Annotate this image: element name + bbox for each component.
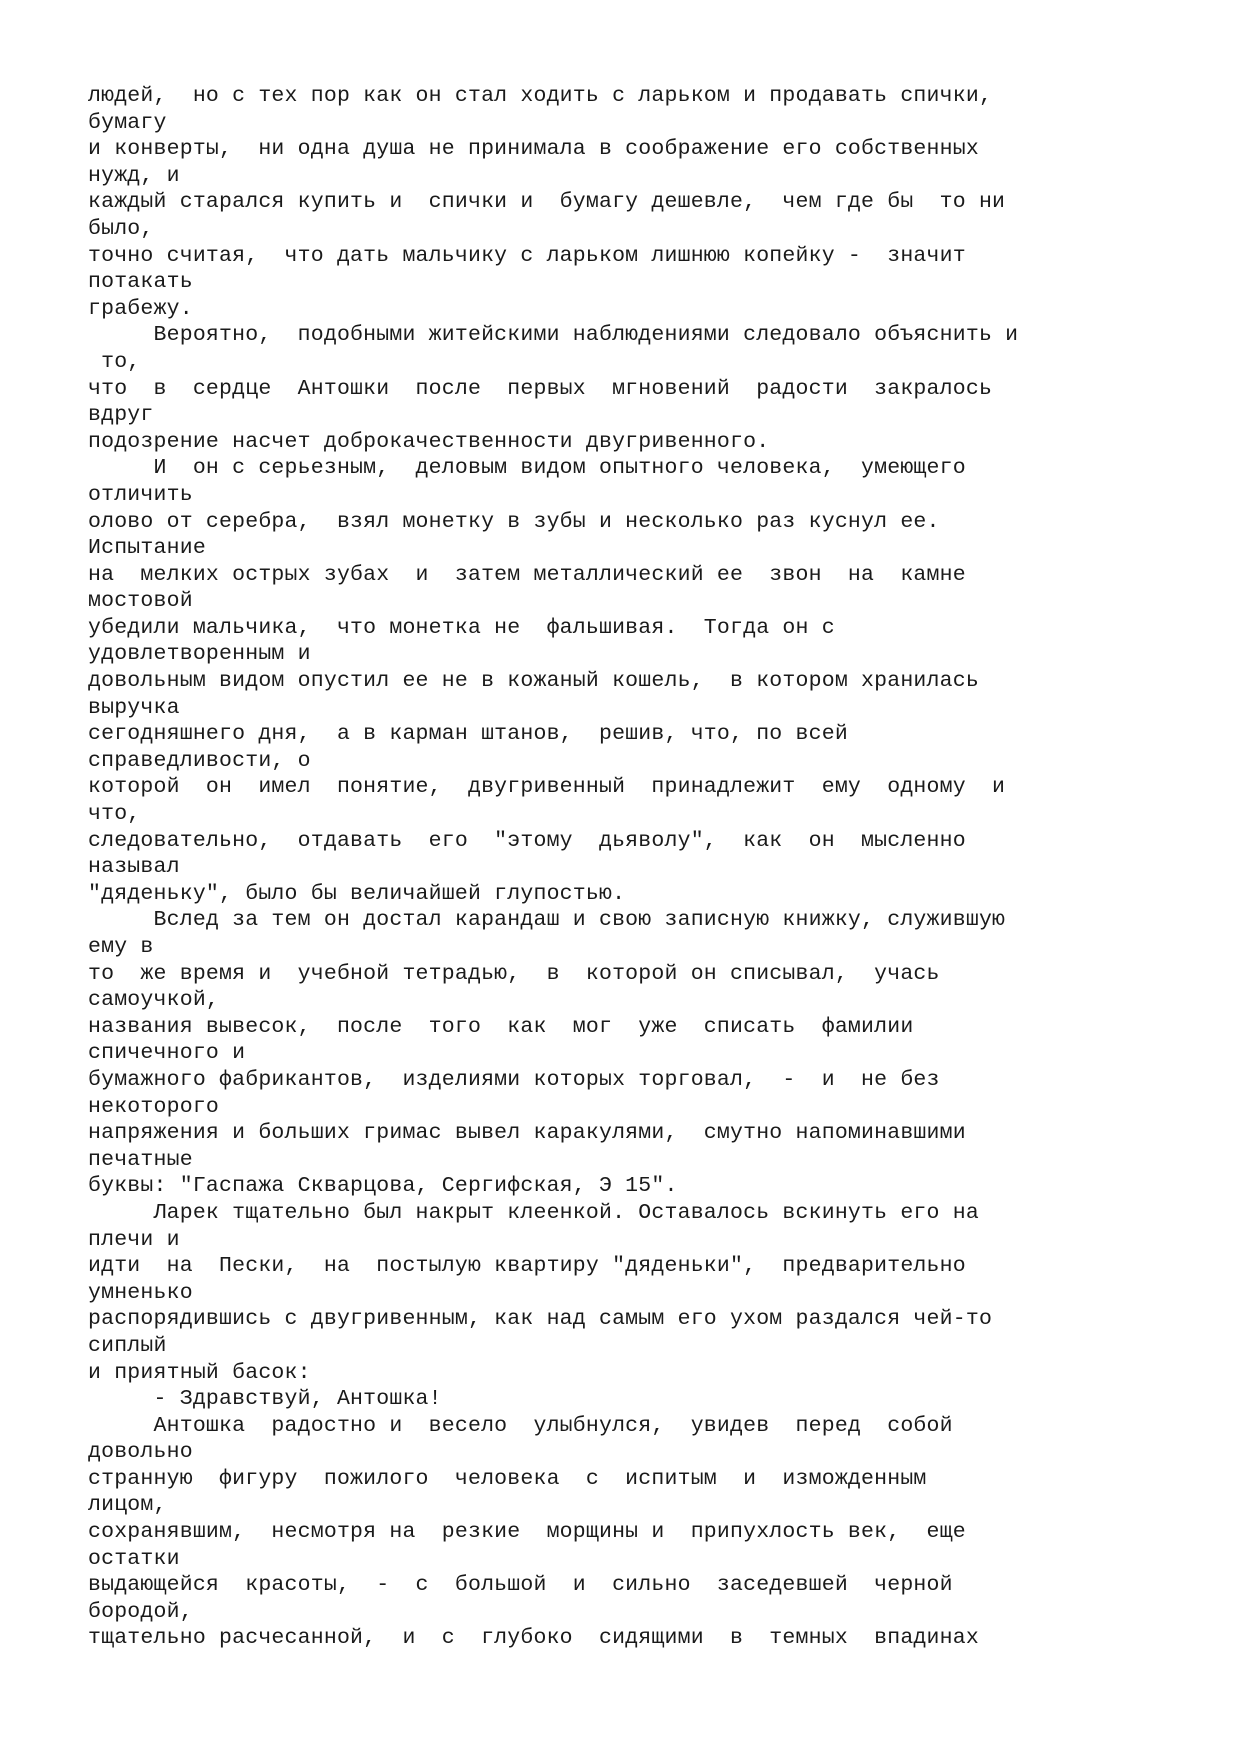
text-line: самоучкой, bbox=[88, 988, 220, 1013]
text-line: удовлетворенным и bbox=[88, 642, 311, 667]
text-line: потакать bbox=[88, 270, 193, 295]
text-line: то же время и учебной тетрадью, в которой он списывал, учась bbox=[88, 961, 940, 986]
text-line: умненько bbox=[88, 1280, 193, 1305]
text-line: убедили мальчика, что монетка не фальшивая. Тогда он с bbox=[88, 615, 835, 640]
text-line: которой он имел понятие, двугривенный принадлежит ему одному и bbox=[88, 775, 1006, 800]
text-line: точно считая, что дать мальчику с ларьком лишнюю копейку - значит bbox=[88, 243, 966, 268]
text-line: Вслед за тем он достал карандаш и свою записную книжку, служившую bbox=[88, 908, 1006, 933]
text-line: тщательно расчесанной, и с глубоко сидящими в темных впадинах bbox=[88, 1626, 979, 1651]
text-line: остатки bbox=[88, 1546, 180, 1571]
text-line: бумагу bbox=[88, 110, 167, 135]
text-line: выручка bbox=[88, 695, 180, 720]
text-line: странную фигуру пожилого человека с испитым и изможденным bbox=[88, 1466, 927, 1491]
text-line: что, bbox=[88, 802, 141, 827]
text-line: грабежу. bbox=[88, 296, 193, 321]
text-line: лицом, bbox=[88, 1493, 167, 1518]
text-line: печатные bbox=[88, 1147, 193, 1172]
text-line: то, bbox=[88, 349, 141, 374]
text-line: Вероятно, подобными житейскими наблюдениями следовало объяснить и bbox=[88, 323, 1019, 348]
text-line: людей, но с тех пор как он стал ходить с ларьком и продавать спички, bbox=[88, 84, 993, 108]
text-line: что в сердце Антошки после первых мгновений радости закралось bbox=[88, 376, 993, 401]
text-line: и приятный басок: bbox=[88, 1360, 311, 1385]
text-line: плечи и bbox=[88, 1227, 180, 1252]
text-line: распорядившись с двугривенным, как над самым его ухом раздался чей-то bbox=[88, 1307, 993, 1332]
text-line: И он с серьезным, деловым видом опытного человека, умеющего bbox=[88, 456, 966, 481]
text-line: идти на Пески, на постылую квартиру "дяденьки", предварительно bbox=[88, 1254, 966, 1279]
text-line: довольно bbox=[88, 1440, 193, 1465]
text-line: буквы: "Гаспажа Скварцова, Сергифская, Э 15". bbox=[88, 1174, 678, 1199]
text-line: на мелких острых зубах и затем металлический ее звон на камне bbox=[88, 562, 966, 587]
text-line: олово от серебра, взял монетку в зубы и несколько раз куснул ее. bbox=[88, 509, 940, 534]
text-line: называл bbox=[88, 855, 180, 880]
text-line: следовательно, отдавать его "этому дьяволу", как он мысленно bbox=[88, 828, 966, 853]
text-line: Антошка радостно и весело улыбнулся, увидев перед собой bbox=[88, 1413, 953, 1438]
text-line: спичечного и bbox=[88, 1041, 246, 1066]
text-line: названия вывесок, после того как мог уже списать фамилии bbox=[88, 1014, 914, 1039]
text-line: сиплый bbox=[88, 1333, 167, 1358]
text-line: - Здравствуй, Антошка! bbox=[88, 1387, 442, 1412]
text-line: сохранявшим, несмотря на резкие морщины и припухлость век, еще bbox=[88, 1520, 966, 1545]
text-line: сегодняшнего дня, а в карман штанов, решив, что, по всей bbox=[88, 722, 848, 747]
text-line: нужд, и bbox=[88, 163, 180, 188]
text-line: бумажного фабрикантов, изделиями которых торговал, - и не без bbox=[88, 1067, 940, 1092]
text-line: "дяденьку", было бы величайшей глупостью. bbox=[88, 881, 626, 906]
text-line: вдруг bbox=[88, 403, 154, 428]
text-line: Испытание bbox=[88, 536, 206, 561]
text-line: было, bbox=[88, 216, 154, 241]
text-line: справедливости, о bbox=[88, 748, 311, 773]
document-body-text bbox=[88, 83, 1208, 1652]
text-line: мостовой bbox=[88, 589, 193, 614]
text-line: бородой, bbox=[88, 1599, 193, 1624]
text-line: ему в bbox=[88, 935, 154, 959]
text-line: напряжения и больших гримас вывел каракулями, смутно напоминавшими bbox=[88, 1121, 966, 1146]
text-line: и конверты, ни одна душа не принимала в соображение его собственных bbox=[88, 137, 979, 162]
text-line: некоторого bbox=[88, 1094, 220, 1119]
text-line: каждый старался купить и спички и бумагу дешевле, чем где бы то ни bbox=[88, 190, 1006, 215]
text-line: отличить bbox=[88, 482, 193, 507]
text-line: выдающейся красоты, - с большой и сильно заседевшей черной bbox=[88, 1573, 953, 1598]
text-line: подозрение насчет доброкачественности двугривенного. bbox=[88, 429, 770, 454]
text-line: довольным видом опустил ее не в кожаный кошель, в котором хранилась bbox=[88, 669, 979, 694]
text-line: Ларек тщательно был накрыт клеенкой. Оставалось вскинуть его на bbox=[88, 1200, 979, 1225]
